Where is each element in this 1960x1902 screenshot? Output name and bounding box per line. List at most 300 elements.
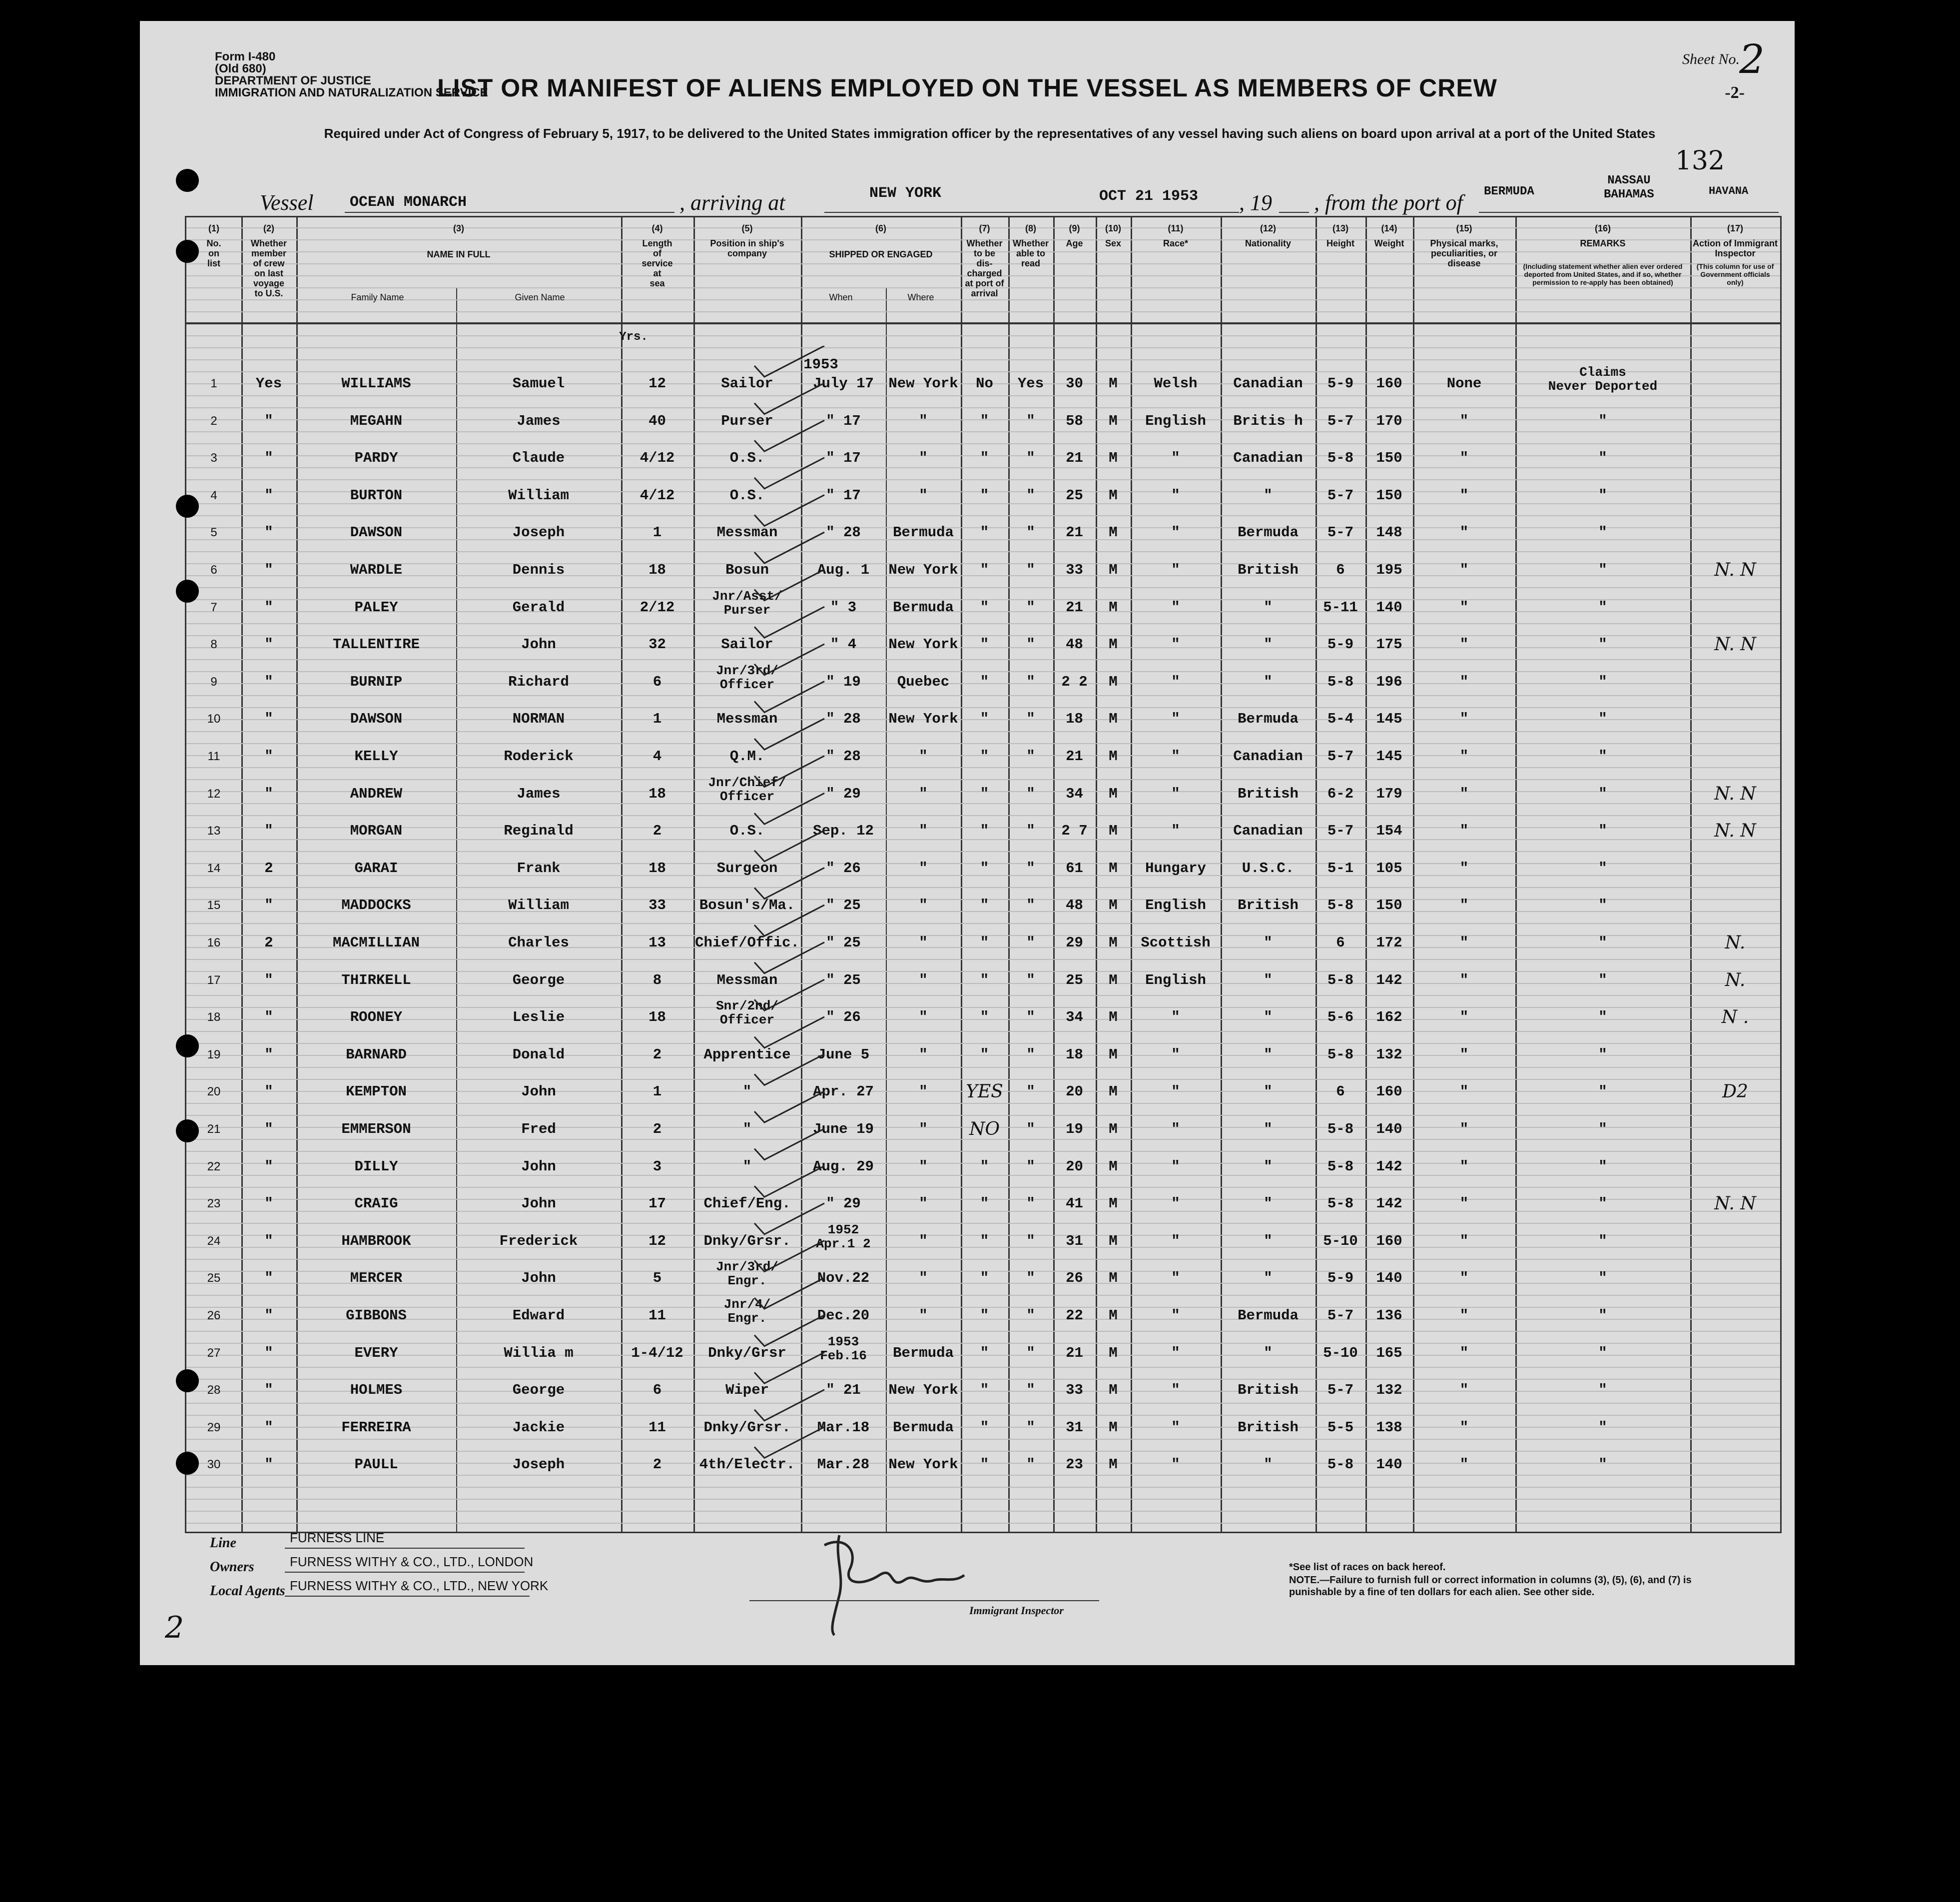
cell-prev: "	[264, 1382, 273, 1399]
cell-height: 5-7	[1327, 1307, 1354, 1324]
cell-height: 5-9	[1327, 636, 1354, 653]
requirement-text: Required under Act of Congress of February 5, 1917, to be delivered to the United States immigration officer by the representatives of any vessel having such aliens on board upon arrival at a port of the United States	[324, 126, 1656, 141]
column-number: (3)	[453, 223, 464, 233]
cell-remarks: "	[1598, 748, 1607, 765]
cell-race: Scottish	[1141, 935, 1211, 951]
cell-family: BURTON	[350, 487, 403, 504]
cell-prev: "	[264, 599, 273, 616]
cell-read: "	[1026, 524, 1035, 541]
cell-marks: "	[1459, 897, 1469, 914]
cell-prev: "	[264, 1270, 273, 1287]
cell-nat: British	[1238, 785, 1299, 802]
cell-no: 30	[207, 1458, 221, 1472]
cell-nat: "	[1264, 1046, 1273, 1063]
manifest-title: LIST OR MANIFEST OF ALIENS EMPLOYED ON THE VESSEL AS MEMBERS OF CREW	[437, 74, 1497, 102]
cell-weight: 160	[1376, 1083, 1402, 1100]
cell-where: "	[919, 1307, 928, 1324]
vessel-name: OCEAN MONARCH	[350, 194, 467, 211]
cell-prev: "	[264, 412, 273, 429]
cell-family: MACMILLIAN	[332, 935, 420, 951]
column-header: Whether able to read	[1013, 238, 1049, 268]
cell-age: 2 7	[1061, 823, 1088, 840]
inspector-label: Immigrant Inspector	[969, 1604, 1064, 1617]
cell-when: Mar.18	[817, 1419, 870, 1436]
column-header: Whether to be dis- charged at port of arrival	[965, 238, 1004, 298]
cell-marks: "	[1459, 748, 1469, 765]
cell-sex: M	[1109, 1456, 1118, 1473]
crew-table	[185, 216, 1782, 1533]
cell-service: 11	[649, 1307, 666, 1324]
cell-race: "	[1171, 1232, 1180, 1249]
cell-no: 19	[207, 1047, 221, 1061]
cell-service: 12	[649, 1232, 666, 1249]
cell-weight: 132	[1376, 1046, 1402, 1063]
cell-when: " 28	[826, 711, 861, 728]
cell-given: Frederick	[499, 1232, 578, 1249]
cell-height: 5-4	[1327, 711, 1354, 728]
column-header: Nationality	[1245, 238, 1291, 248]
cell-no: 26	[207, 1309, 221, 1322]
cell-family: WILLIAMS	[341, 375, 411, 392]
cell-when: " 4	[830, 636, 857, 653]
cell-nat: "	[1264, 1083, 1273, 1100]
cell-height: 5-8	[1327, 1158, 1354, 1175]
cell-read: "	[1026, 1344, 1035, 1361]
cell-family: GIBBONS	[346, 1307, 407, 1324]
cell-position: Messman	[716, 711, 778, 728]
cell-marks: "	[1459, 785, 1469, 802]
punch-hole	[176, 240, 199, 263]
cell-when: " 28	[826, 524, 861, 541]
cell-position: Sailor	[721, 636, 773, 653]
cell-nat: Canadian	[1233, 450, 1303, 467]
cell-age: 34	[1066, 785, 1083, 802]
from-port-3: HAVANA	[1709, 185, 1749, 197]
cell-height: 5-5	[1327, 1419, 1354, 1436]
cell-race: "	[1171, 1307, 1180, 1324]
cell-remarks: "	[1598, 1046, 1607, 1063]
cell-age: 20	[1066, 1083, 1083, 1100]
cell-marks: "	[1459, 823, 1469, 840]
cell-nat: "	[1264, 673, 1273, 690]
cell-prev: "	[264, 1158, 273, 1175]
cell-where: Bermuda	[893, 1419, 954, 1436]
cell-age: 26	[1066, 1270, 1083, 1287]
cell-read: "	[1026, 1158, 1035, 1175]
cell-weight: 105	[1376, 860, 1402, 877]
line-value: FURNESS LINE	[290, 1530, 385, 1545]
cell-position: Wiper	[725, 1382, 769, 1399]
column-header: SHIPPED OR ENGAGED	[829, 249, 933, 259]
crew-row	[186, 1042, 1780, 1079]
column-note: (This column for use of Government officials only)	[1696, 262, 1774, 286]
cell-height: 5-7	[1327, 823, 1354, 840]
cell-when: " 25	[826, 897, 861, 914]
cell-marks: "	[1459, 636, 1469, 653]
cell-marks: "	[1459, 1158, 1469, 1175]
corner-mark: -2-	[1725, 83, 1745, 102]
cell-given: Leslie	[512, 1009, 565, 1026]
cell-weight: 150	[1376, 487, 1402, 504]
cell-discharge: "	[980, 1009, 989, 1026]
cell-position: Jnr/4/ Engr.	[723, 1297, 771, 1326]
cell-height: 5-9	[1327, 375, 1354, 392]
cell-family: ROONEY	[350, 1009, 403, 1026]
cell-read: "	[1026, 1382, 1035, 1399]
cell-weight: 142	[1376, 1158, 1402, 1175]
cell-when: " 26	[826, 860, 861, 877]
cell-where: "	[919, 935, 928, 951]
cell-read: "	[1026, 412, 1035, 429]
cell-when: " 26	[826, 1009, 861, 1026]
cell-sex: M	[1109, 711, 1118, 728]
year-label: , 19	[1239, 190, 1272, 215]
cell-height: 5-7	[1327, 412, 1354, 429]
cell-prev: "	[264, 971, 273, 988]
cell-where: New York	[888, 1382, 958, 1399]
column-header: Action of Immigrant Inspector	[1693, 238, 1778, 258]
cell-remarks: "	[1598, 860, 1607, 877]
cell-discharge: No	[976, 375, 993, 392]
cell-remarks: "	[1598, 1195, 1607, 1212]
column-number: (13)	[1332, 223, 1348, 233]
crew-row	[186, 663, 1780, 707]
cell-remarks: "	[1598, 1158, 1607, 1175]
cell-no: 28	[207, 1383, 221, 1397]
cell-race: "	[1171, 748, 1180, 765]
punch-hole	[176, 580, 199, 603]
cell-family: EMMERSON	[341, 1121, 411, 1137]
punch-hole	[176, 495, 199, 518]
cell-when: Mar.28	[817, 1456, 870, 1473]
cell-when: 1952 Apr.1 2	[816, 1222, 871, 1251]
cell-marks: "	[1459, 1083, 1469, 1100]
cell-position: Bosun	[725, 562, 769, 578]
cell-where: "	[919, 1232, 928, 1249]
crew-row	[186, 365, 1780, 408]
cell-discharge: "	[980, 524, 989, 541]
cell-sex: M	[1109, 935, 1118, 951]
crew-row	[186, 856, 1780, 893]
column-number: (12)	[1260, 223, 1276, 233]
cell-family: TALLENTIRE	[332, 636, 420, 653]
crew-row	[186, 1117, 1780, 1154]
cell-age: 21	[1066, 748, 1083, 765]
cell-service: 5	[653, 1270, 662, 1287]
cell-nat: Canadian	[1233, 375, 1303, 392]
cell-sex: M	[1109, 897, 1118, 914]
cell-no: 20	[207, 1085, 221, 1099]
cell-prev: "	[264, 1344, 273, 1361]
cell-weight: 140	[1376, 1456, 1402, 1473]
from-port-label: , from the port of	[1314, 190, 1463, 215]
page-number: 132	[1675, 146, 1725, 176]
cell-discharge: "	[980, 412, 989, 429]
cell-family: PARDY	[354, 450, 398, 467]
cell-family: MADDOCKS	[341, 897, 411, 914]
cell-nat: "	[1264, 971, 1273, 988]
cell-read: Yes	[1017, 375, 1044, 392]
cell-remarks: "	[1598, 599, 1607, 616]
cell-remarks: "	[1598, 636, 1607, 653]
cell-prev: Yes	[255, 375, 282, 392]
cell-prev: "	[264, 711, 273, 728]
cell-nat: Bermuda	[1238, 524, 1299, 541]
cell-sex: M	[1109, 599, 1118, 616]
cell-height: 5-9	[1327, 1270, 1354, 1287]
column-header: Position in ship's company	[710, 238, 784, 258]
cell-where: Quebec	[897, 673, 950, 690]
cell-given: Joseph	[512, 524, 565, 541]
cell-read: "	[1026, 1121, 1035, 1137]
cell-where: New York	[888, 562, 958, 578]
column-number: (15)	[1456, 223, 1472, 233]
manifest-sheet	[140, 21, 1795, 1665]
cell-sex: M	[1109, 412, 1118, 429]
cell-no: 2	[210, 414, 217, 428]
cell-discharge: "	[980, 785, 989, 802]
cell-service: 33	[649, 897, 666, 914]
cell-weight: 175	[1376, 636, 1402, 653]
cell-when: " 21	[826, 1382, 861, 1399]
cell-family: ANDREW	[350, 785, 403, 802]
inspector-signature	[774, 1515, 984, 1645]
cell-service: 1-4/12	[631, 1344, 683, 1361]
cell-position: Chief/Eng.	[703, 1195, 791, 1212]
owners-value: FURNESS WITHY & CO., LTD., LONDON	[290, 1554, 534, 1569]
cell-remarks: Claims Never Deported	[1548, 365, 1658, 394]
cell-sex: M	[1109, 1382, 1118, 1399]
cell-given: Charles	[508, 935, 569, 951]
cell-age: 2 2	[1061, 673, 1088, 690]
cell-weight: 142	[1376, 1195, 1402, 1212]
cell-position: O.S.	[729, 450, 765, 467]
cell-family: CRAIG	[354, 1195, 398, 1212]
cell-discharge: "	[980, 1270, 989, 1287]
cell-remarks: "	[1598, 785, 1607, 802]
cell-action: N.	[1725, 969, 1746, 990]
cell-when: " 17	[826, 412, 861, 429]
cell-sex: M	[1109, 823, 1118, 840]
cell-given: Dennis	[512, 562, 565, 578]
cell-discharge: "	[980, 1195, 989, 1212]
cell-nat: Britis h	[1233, 412, 1303, 429]
cell-race: "	[1171, 1344, 1180, 1361]
cell-nat: Canadian	[1233, 823, 1303, 840]
cell-sex: M	[1109, 524, 1118, 541]
column-number: (4)	[652, 223, 663, 233]
cell-nat: "	[1264, 1344, 1273, 1361]
cell-family: KELLY	[354, 748, 398, 765]
cell-service: 12	[649, 375, 666, 392]
cell-remarks: "	[1598, 450, 1607, 467]
cell-sex: M	[1109, 1419, 1118, 1436]
cell-no: 15	[207, 899, 221, 913]
column-header: Height	[1326, 238, 1354, 248]
cell-sex: M	[1109, 1121, 1118, 1137]
cell-discharge: "	[980, 1419, 989, 1436]
cell-discharge: "	[980, 1232, 989, 1249]
cell-given: NORMAN	[512, 711, 565, 728]
form-code: Form I-480 (Old 680) DEPARTMENT OF JUSTICE IMMIGRATION AND NATURALIZATION SERVICE	[215, 50, 488, 99]
cell-when: Aug. 29	[813, 1158, 874, 1175]
cell-discharge: "	[980, 748, 989, 765]
cell-where: New York	[888, 636, 958, 653]
cell-no: 22	[207, 1159, 221, 1173]
cell-weight: 140	[1376, 599, 1402, 616]
cell-race: "	[1171, 673, 1180, 690]
cell-nat: "	[1264, 1232, 1273, 1249]
crew-row	[186, 744, 1780, 781]
cell-where: "	[919, 1195, 928, 1212]
cell-weight: 170	[1376, 412, 1402, 429]
cell-given: Donald	[512, 1046, 565, 1063]
cell-given: John	[521, 1270, 556, 1287]
cell-no: 10	[207, 712, 221, 726]
cell-age: 23	[1066, 1456, 1083, 1473]
cell-service: 17	[649, 1195, 666, 1212]
cell-marks: "	[1459, 935, 1469, 951]
cell-read: "	[1026, 450, 1035, 467]
cell-marks: "	[1459, 1270, 1469, 1287]
crew-row	[186, 707, 1780, 744]
cell-no: 29	[207, 1420, 221, 1434]
column-number: (8)	[1025, 223, 1036, 233]
cell-weight: 145	[1376, 748, 1402, 765]
cell-height: 5-1	[1327, 860, 1354, 877]
cell-prev: 2	[264, 860, 273, 877]
cell-discharge: "	[980, 1046, 989, 1063]
cell-age: 21	[1066, 450, 1083, 467]
cell-no: 12	[207, 787, 221, 801]
cell-race: English	[1145, 971, 1206, 988]
cell-remarks: "	[1598, 1419, 1607, 1436]
cell-race: Welsh	[1154, 375, 1198, 392]
cell-marks: "	[1459, 860, 1469, 877]
years-unit-header: Yrs.	[619, 330, 648, 344]
cell-weight: 160	[1376, 1232, 1402, 1249]
cell-weight: 145	[1376, 711, 1402, 728]
cell-nat: "	[1264, 1009, 1273, 1026]
cell-sex: M	[1109, 1232, 1118, 1249]
cell-service: 1	[653, 711, 662, 728]
cell-marks: "	[1459, 1344, 1469, 1361]
cell-prev: "	[264, 1307, 273, 1324]
check-marks	[749, 346, 839, 1495]
cell-when: June 19	[813, 1121, 874, 1137]
cell-race: "	[1171, 1009, 1180, 1026]
cell-weight: 195	[1376, 562, 1402, 578]
cell-given: Joseph	[512, 1456, 565, 1473]
cell-when: July 17	[813, 375, 874, 392]
cell-prev: "	[264, 673, 273, 690]
cell-position: Dnky/Grsr	[708, 1344, 786, 1361]
cell-prev: "	[264, 823, 273, 840]
cell-nat: "	[1264, 599, 1273, 616]
cell-where: "	[919, 1009, 928, 1026]
races-note: *See list of races on back hereof.	[1289, 1562, 1446, 1573]
cell-action: N.	[1725, 933, 1746, 953]
cell-discharge: "	[980, 1158, 989, 1175]
cell-where: "	[919, 823, 928, 840]
cell-no: 13	[207, 824, 221, 838]
column-header: No. on list	[206, 238, 221, 268]
cell-service: 4/12	[640, 450, 675, 467]
cell-marks: "	[1459, 673, 1469, 690]
cell-read: "	[1026, 1083, 1035, 1100]
cell-discharge: "	[980, 487, 989, 504]
cell-age: 48	[1066, 897, 1083, 914]
cell-when: " 25	[826, 935, 861, 951]
column-number: (7)	[979, 223, 990, 233]
owners-label: Owners	[210, 1559, 254, 1575]
cell-discharge: "	[980, 971, 989, 988]
cell-no: 3	[210, 451, 217, 465]
cell-no: 1	[210, 377, 217, 390]
cell-position: Q.M.	[729, 748, 765, 765]
cell-marks: "	[1459, 711, 1469, 728]
crew-row	[186, 632, 1780, 669]
column-header: Age	[1066, 238, 1083, 248]
cell-action: D2	[1722, 1081, 1748, 1102]
crew-row	[186, 775, 1780, 819]
cell-action: N. N	[1714, 634, 1756, 655]
crew-row	[186, 1452, 1780, 1489]
cell-remarks: "	[1598, 1344, 1607, 1361]
cell-remarks: "	[1598, 971, 1607, 988]
cell-age: 31	[1066, 1419, 1083, 1436]
cell-race: "	[1171, 1456, 1180, 1473]
cell-prev: "	[264, 1456, 273, 1473]
cell-sex: M	[1109, 1046, 1118, 1063]
cell-prev: "	[264, 1419, 273, 1436]
cell-marks: "	[1459, 971, 1469, 988]
cell-given: Willia m	[504, 1344, 574, 1361]
cell-remarks: "	[1598, 673, 1607, 690]
cell-read: "	[1026, 971, 1035, 988]
cell-marks: "	[1459, 599, 1469, 616]
cell-race: "	[1171, 1195, 1180, 1212]
cell-prev: "	[264, 1046, 273, 1063]
cell-age: 31	[1066, 1232, 1083, 1249]
crew-row	[186, 1415, 1780, 1452]
cell-discharge: "	[980, 1307, 989, 1324]
cell-when: 1953 Feb.16	[820, 1334, 867, 1363]
cell-family: PAULL	[354, 1456, 398, 1473]
cell-position: O.S.	[729, 823, 765, 840]
cell-race: "	[1171, 636, 1180, 653]
cell-sex: M	[1109, 673, 1118, 690]
cell-age: 18	[1066, 711, 1083, 728]
cell-where: "	[919, 487, 928, 504]
cell-nat: "	[1264, 1456, 1273, 1473]
cell-where: "	[919, 1121, 928, 1137]
cell-position: Jnr/Asst/ Purser	[712, 588, 782, 618]
cell-weight: 154	[1376, 823, 1402, 840]
cell-race: "	[1171, 562, 1180, 578]
cell-race: English	[1145, 412, 1206, 429]
cell-height: 5-7	[1327, 748, 1354, 765]
cell-where: Bermuda	[893, 1344, 954, 1361]
cell-discharge: "	[980, 823, 989, 840]
cell-height: 5-7	[1327, 487, 1354, 504]
cell-where: "	[919, 971, 928, 988]
cell-read: "	[1026, 1419, 1035, 1436]
cell-prev: "	[264, 487, 273, 504]
cell-remarks: "	[1598, 1083, 1607, 1100]
margin-mark: 2	[165, 1610, 184, 1645]
column-header: Race*	[1163, 238, 1189, 248]
